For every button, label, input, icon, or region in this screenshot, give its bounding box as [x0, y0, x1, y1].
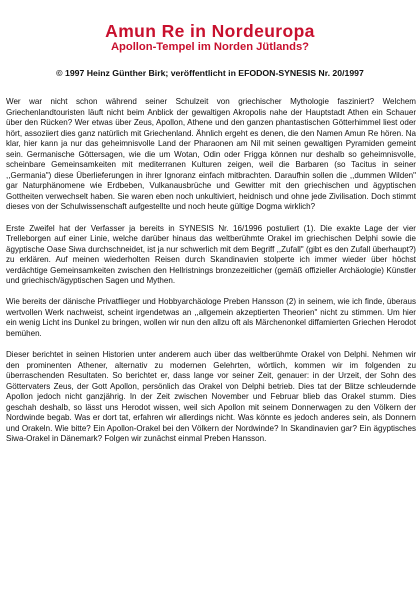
- article-body: [6, 97, 416, 455]
- paragraph: Erste Zweifel hat der Verfasser ja bereits in SYNESIS Nr. 16/1996 postuliert (1). Die exakte Lage der vier Trelleborgen auf einer Linie, welche darüber hinaus das weltberühmte Orakel im griechischen Delphi sowie die ägyptische Oase Siwa durchschneidet, ist ja nur schwerlich mit dem Begriff ,,Zufall" (gibt es den Zufall überhaupt?) zu erklären. Auf meinen wiederholten Reisen durch Skandinavien stolperte ich immer wieder über höchst verdächtige Gemeinsamkeiten zwischen den Hellristnings bronzezeitlicher (gemäß offizieller Archäologie) Künstler und griechisch/ägyptischen Sagen und Mythen.: [6, 223, 416, 286]
- page-title: Amun Re in Nordeuropa: [105, 21, 315, 41]
- paragraph: Wie bereits der dänische Privatflieger und Hobbyarchäologe Preben Hansson (2) in seinem, wie ich finde, überaus wertvollen Werk nachweist, scheint irgendetwas an ,,allgemein akzeptierten Theorien" nicht zu stimmen. Um hier ein wenig Licht ins Dunkel zu bringen, wollen wir nun den allzu oft als Märchenonkel diffamierten Griechen Herodot bemühen.: [6, 297, 416, 338]
- copyright-line: © 1997 Heinz Günther Birk; veröffentlicht in EFODON-SYNESIS Nr. 20/1997: [56, 68, 364, 78]
- paragraph: Wer war nicht schon während seiner Schulzeit von griechischer Mythologie fasziniert? Welchem Griechenlandtouristen läuft nicht beim Anblick der gewaltigen Akropolis nahe der Hauptstadt Athen ein Schauer über den Rücken? Wer etwas über Zeus, Apollon, Athene und den ganzen phantastischen Götterhimmel liest oder hört, assoziiert dies ganz natürlich mit Griechenland. Ähnlich ergeht es denen, die den Namen Amun Re hören. Na klar, hier kann ja nur das geheimnisvolle Land der Pharaonen am Nil mit seinen gewaltigen Pyramiden gemeint sein. Germanische Göttersagen, wie die um Wotan, Odin oder Frigga können nur deshalb so geheimnisvolle, scheinbare Gemeinsamkeiten mit mediterranen Kulturen zeigen, weil die Barbaren (so Tacitus in seiner ,,Germania") diese Überlieferungen in ihrer Ignoranz einfach mitbrachten. Daraufhin sollen die ,,dummen Wilden" gar Naturphänomene wie Erdbeben, Vulkanausbrüche und Gewitter mit den griechischen und ägyptischen Gottheiten verwechselt haben. Sie waren eben noch unkultiviert, heidnisch und ohne jede Zivilisation. Doch stimmt dieses von der Schulwissenschaft aufgestellte und noch heute gültige Dogma wirklich?: [6, 97, 416, 212]
- page-subtitle: Apollon-Tempel im Norden Jütlands?: [110, 41, 310, 53]
- paragraph: Dieser berichtet in seinen Historien unter anderem auch über das weltberühmte Orakel von Delphi. Nehmen wir den prominenten Athener, alternativ zu modernen Gelehrten, wörtlich, kommen wir im folgenden zu überraschenden Resultaten. So berichtet er, dass lange vor seiner Zeit, genauer: in der Urzeit, der Sohn des Göttervaters Zeus, der Gott Apollon, persönlich das Orakel von Delphi betrieb. Dies tat der Blitze schleudernde Apollon jedoch nicht ganzjährig. In der Zeit zwischen November und Februar blieb das Orakel stumm. Dies geschah deshalb, so lässt uns Herodot wissen, weil sich Apollon mit seinem Donnerwagen zu den Völkern der Nordwinde begab. Was er dort tat, erfahren wir allerdings nicht. Was könnte es jedoch anderes sein, als Donnern und Orakeln. Wie bitte? Ein Apollon-Orakel bei den Völkern der Nordwinde? In Skandinavien gar? Ein ägyptisches Siwa-Orakel in Dänemark? Folgen wir zunächst einmal Preben Hansson.: [6, 349, 416, 444]
